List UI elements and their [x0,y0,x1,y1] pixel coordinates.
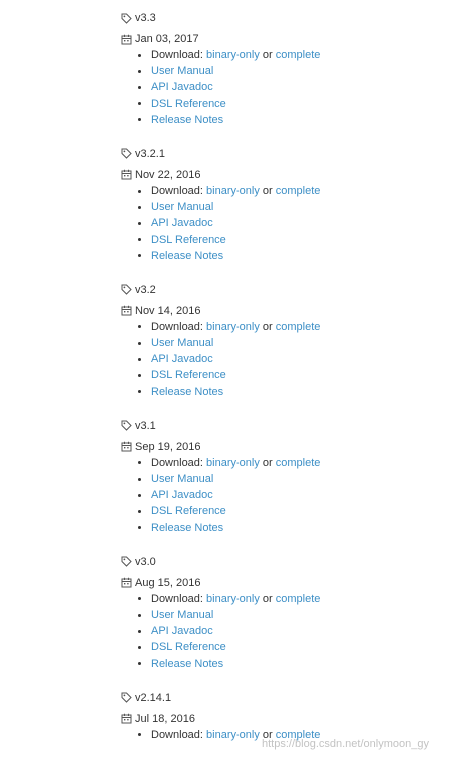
user-manual-item [138,607,471,623]
release-version-row [121,10,471,26]
release-version-row [121,146,471,162]
dsl-reference-item [138,232,471,248]
api-javadoc-link[interactable]: API Javadoc [151,625,213,638]
release-version-row [121,690,471,706]
tag-icon [121,148,132,159]
user-manual-link[interactable]: User Manual [151,337,214,350]
bullet [138,510,141,513]
bullet [138,478,141,481]
api-javadoc-link[interactable]: API Javadoc [151,489,213,502]
bullet [138,238,141,241]
release-entry [121,554,471,672]
release-date: Jul 18, 2016 [135,712,195,725]
download-label: Download: [151,456,207,469]
binary-only-link[interactable]: binary-only [206,49,260,61]
release-version: v3.2.1 [135,147,165,160]
bullet [138,118,141,121]
complete-link[interactable]: complete [275,456,321,469]
tag-icon [121,13,132,24]
release-links [121,727,471,743]
release-notes-link[interactable]: Release Notes [151,249,224,262]
release-entry [121,282,471,400]
release-version-row [121,282,471,298]
bullet [138,494,141,497]
bullet [138,374,141,377]
release-version: v3.0 [135,555,156,568]
release-version-row [121,418,471,434]
binary-only-link[interactable]: binary-only [206,456,260,469]
dsl-reference-item [138,367,471,383]
dsl-reference-item [138,96,471,112]
download-label: Download: [151,49,207,61]
bullet [138,206,141,209]
complete-link[interactable]: complete [275,184,321,197]
tag-icon [121,692,132,703]
bullet [138,190,141,193]
release-notes-link[interactable]: Release Notes [151,385,224,398]
binary-only-link[interactable]: binary-only [206,184,260,197]
user-manual-link[interactable]: User Manual [151,201,214,214]
download-or-text: or [259,320,276,333]
user-manual-link[interactable]: User Manual [151,473,214,485]
dsl-reference-link[interactable]: DSL Reference [151,369,226,382]
release-date-row [121,711,471,727]
bullet [138,325,141,328]
calendar-icon [121,713,132,724]
tag-icon [121,284,132,295]
release-list [121,10,471,761]
complete-link[interactable]: complete [275,728,321,741]
bullet [138,222,141,225]
release-date-row [121,439,471,455]
bullet [138,102,141,105]
tag-icon [121,556,132,567]
download-or-text: or [259,456,276,469]
download-item [138,183,471,199]
complete-link[interactable]: complete [275,320,321,333]
bullet [138,597,141,600]
release-notes-link[interactable]: Release Notes [151,657,224,670]
release-entry [121,690,471,743]
release-notes-item [138,248,471,264]
binary-only-link[interactable]: binary-only [206,728,260,741]
download-item [138,591,471,607]
release-date-row [121,575,471,591]
download-label: Download: [151,728,207,741]
dsl-reference-link[interactable]: DSL Reference [151,97,226,110]
release-version-row [121,554,471,570]
download-label: Download: [151,592,207,605]
release-notes-item [138,112,471,128]
calendar-icon [121,577,132,588]
user-manual-item [138,199,471,215]
release-links [121,455,471,536]
release-date: Nov 14, 2016 [135,304,201,317]
dsl-reference-item [138,503,471,519]
download-or-text: or [259,728,276,741]
release-entry [121,418,471,536]
release-links [121,319,471,400]
release-links [121,183,471,264]
watermark-text: https://blog.csdn.net/onlymoon_gy [262,738,429,750]
dsl-reference-item [138,639,471,655]
bullet [138,733,141,736]
dsl-reference-link[interactable]: DSL Reference [151,505,226,518]
bullet [138,254,141,257]
release-date-row [121,31,471,47]
api-javadoc-item [138,351,471,367]
download-label: Download: [151,320,207,333]
release-date-row [121,303,471,319]
calendar-icon [121,441,132,452]
download-item [138,319,471,335]
bullet [138,86,141,89]
user-manual-link[interactable]: User Manual [151,608,214,621]
dsl-reference-link[interactable]: DSL Reference [151,641,226,654]
tag-icon [121,420,132,431]
release-version: v3.3 [135,12,156,24]
release-version: v3.1 [135,419,156,432]
user-manual-item [138,335,471,351]
bullet [138,342,141,345]
api-javadoc-item [138,79,471,95]
bullet [138,70,141,73]
download-item [138,455,471,471]
download-or-text: or [259,592,276,605]
release-notes-link[interactable]: Release Notes [151,521,224,534]
calendar-icon [121,34,132,45]
release-links [121,47,471,128]
release-version: v2.14.1 [135,691,172,704]
release-date: Jan 03, 2017 [135,33,199,45]
release-date: Aug 15, 2016 [135,576,201,589]
release-notes-item [138,384,471,400]
bullet [138,54,141,57]
calendar-icon [121,169,132,180]
download-label: Download: [151,184,207,197]
bullet [138,390,141,393]
user-manual-link[interactable]: User Manual [151,65,214,78]
binary-only-link[interactable]: binary-only [206,592,260,605]
download-or-text: or [259,49,276,61]
release-date-row [121,167,471,183]
bullet [138,614,141,617]
api-javadoc-item [138,623,471,639]
calendar-icon [121,305,132,316]
release-notes-item [138,656,471,672]
user-manual-item [138,471,471,487]
complete-link[interactable]: complete [275,592,321,605]
download-item [138,727,471,743]
user-manual-item [138,63,471,79]
release-notes-item [138,520,471,536]
download-or-text: or [259,184,276,197]
release-version: v3.2 [135,283,156,296]
api-javadoc-link[interactable]: API Javadoc [151,353,213,366]
api-javadoc-link[interactable]: API Javadoc [151,217,213,230]
dsl-reference-link[interactable]: DSL Reference [151,233,226,246]
release-entry [121,146,471,264]
api-javadoc-link[interactable]: API Javadoc [151,81,213,94]
release-date: Nov 22, 2016 [135,168,201,181]
bullet [138,630,141,633]
release-notes-link[interactable]: Release Notes [151,113,224,126]
bullet [138,662,141,665]
api-javadoc-item [138,487,471,503]
binary-only-link[interactable]: binary-only [206,320,260,333]
api-javadoc-item [138,215,471,231]
complete-link[interactable]: complete [275,49,321,61]
release-date: Sep 19, 2016 [135,440,201,453]
bullet [138,461,141,464]
download-item [138,47,471,63]
bullet [138,526,141,529]
release-links [121,591,471,672]
bullet [138,358,141,361]
bullet [138,646,141,649]
release-entry [121,10,471,128]
